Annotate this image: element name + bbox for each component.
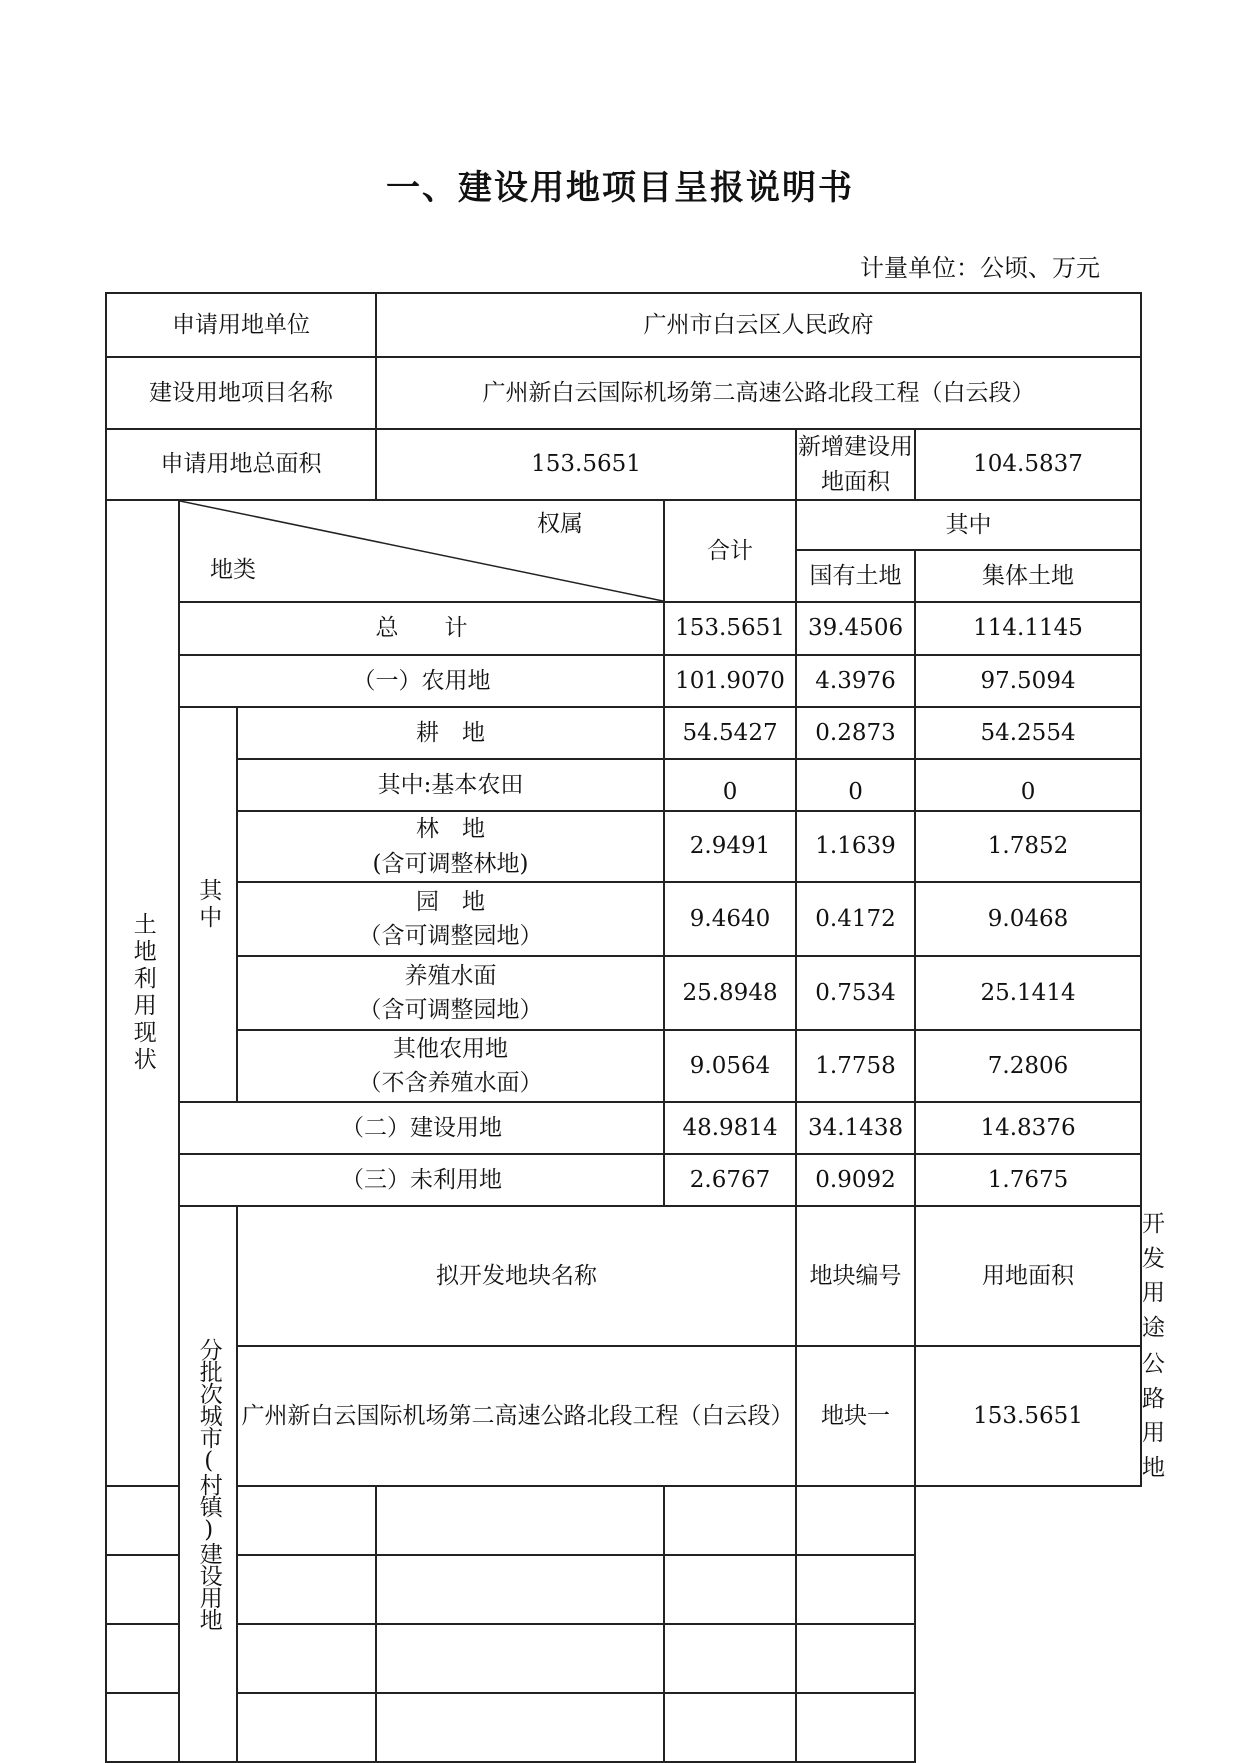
row-label-line-2: （不含养殖水面） bbox=[358, 1070, 543, 1096]
row-total: 9.4640 bbox=[664, 882, 796, 956]
new-area-value: 104.5837 bbox=[915, 429, 1141, 500]
table-row bbox=[106, 956, 1141, 1030]
row-label bbox=[237, 811, 664, 882]
plot-area-header: 用地面积 bbox=[915, 1206, 1141, 1346]
row-collective: 25.1414 bbox=[915, 956, 1141, 1030]
row-total: 153.5651 bbox=[664, 602, 796, 655]
sub-label-cell bbox=[179, 707, 237, 1102]
row-label-line-2: (含可调整林地) bbox=[372, 850, 529, 877]
table-row bbox=[106, 759, 1141, 811]
row-total: 48.9814 bbox=[664, 1102, 796, 1154]
row-collective: 1.7852 bbox=[915, 811, 1141, 882]
row-state: 0.4172 bbox=[796, 882, 915, 956]
row-total: 101.9070 bbox=[664, 655, 796, 707]
empty-row bbox=[106, 1555, 1141, 1624]
table-row: 广州新白云国际机场第二高速公路北段工程（白云段） 地块一 153.5651 公路用地 bbox=[106, 1346, 1141, 1486]
land-use-header-row-1 bbox=[106, 500, 1141, 550]
empty-row bbox=[106, 1486, 1141, 1555]
unit-note: 计量单位：公顷、万元 bbox=[860, 254, 1100, 282]
table-row bbox=[106, 811, 1141, 882]
row-total: 0 bbox=[664, 759, 796, 811]
area-row bbox=[106, 429, 1141, 500]
row-state: 0.2873 bbox=[796, 707, 915, 759]
row-label-line-1: 林 地 bbox=[416, 816, 486, 842]
ownership-landtype-header bbox=[179, 500, 664, 602]
row-total: 2.9491 bbox=[664, 811, 796, 882]
row-collective: 0 bbox=[915, 759, 1141, 811]
table-row bbox=[106, 655, 1141, 707]
row-total: 9.0564 bbox=[664, 1030, 796, 1102]
row-label-line-2: （含可调整园地） bbox=[358, 923, 543, 949]
applicant-label: 申请用地单位 bbox=[106, 293, 376, 357]
row-label-line-2: （含可调整园地） bbox=[358, 997, 543, 1023]
project-row bbox=[106, 357, 1141, 429]
row-collective: 1.7675 bbox=[915, 1154, 1141, 1206]
table-row bbox=[106, 1154, 1141, 1206]
total-area-value: 153.5651 bbox=[376, 429, 796, 500]
plot-code-header: 地块编号 bbox=[796, 1206, 915, 1346]
batch-header-row: 分批次城市(村镇)建设用地 拟开发地块名称 地块编号 用地面积 开发用途 bbox=[106, 1206, 1141, 1346]
row-state: 0.9092 bbox=[796, 1154, 915, 1206]
row-state: 1.1639 bbox=[796, 811, 915, 882]
collective-land-header: 集体土地 bbox=[915, 550, 1141, 602]
row-label: （一）农用地 bbox=[179, 655, 664, 707]
row-label bbox=[237, 956, 664, 1030]
ownership-header: 权属 bbox=[537, 511, 584, 537]
row-label-line-1: 其他农用地 bbox=[393, 1035, 509, 1062]
total-header: 合计 bbox=[664, 500, 796, 602]
project-value: 广州新白云国际机场第二高速公路北段工程（白云段） bbox=[376, 357, 1141, 429]
row-collective: 14.8376 bbox=[915, 1102, 1141, 1154]
of-which-header: 其中 bbox=[796, 500, 1141, 550]
row-state: 34.1438 bbox=[796, 1102, 915, 1154]
row-label bbox=[237, 1030, 664, 1102]
row-collective: 114.1145 bbox=[915, 602, 1141, 655]
row-state: 1.7758 bbox=[796, 1030, 915, 1102]
sub-label-text: 其中 bbox=[195, 877, 222, 932]
row-collective: 54.2554 bbox=[915, 707, 1141, 759]
plot-area: 153.5651 bbox=[915, 1346, 1141, 1486]
row-label: 总 计 bbox=[179, 602, 664, 655]
empty-row bbox=[106, 1624, 1141, 1693]
table-row bbox=[106, 882, 1141, 956]
row-total: 2.6767 bbox=[664, 1154, 796, 1206]
table-row bbox=[106, 1102, 1141, 1154]
applicant-row bbox=[106, 293, 1141, 357]
total-area-label: 申请用地总面积 bbox=[106, 429, 376, 500]
row-state: 39.4506 bbox=[796, 602, 915, 655]
plot-code: 地块一 bbox=[796, 1346, 915, 1486]
batch-section-text: 分批次城市(村镇)建设用地 bbox=[195, 1338, 222, 1630]
plot-name-header: 拟开发地块名称 bbox=[237, 1206, 796, 1346]
row-label-line-1: 养殖水面 bbox=[404, 962, 497, 989]
row-state: 0.7534 bbox=[796, 956, 915, 1030]
plot-name: 广州新白云国际机场第二高速公路北段工程（白云段） bbox=[237, 1346, 796, 1486]
row-collective: 7.2806 bbox=[915, 1030, 1141, 1102]
land-use-section-text: 土地利用现状 bbox=[129, 912, 156, 1074]
row-collective: 97.5094 bbox=[915, 655, 1141, 707]
landtype-header: 地类 bbox=[210, 556, 256, 583]
table-row bbox=[106, 602, 1141, 655]
row-label: 耕 地 bbox=[237, 707, 664, 759]
empty-row bbox=[106, 1693, 1141, 1762]
project-label: 建设用地项目名称 bbox=[106, 357, 376, 429]
row-label: （二）建设用地 bbox=[179, 1102, 664, 1154]
new-area-label: 新增建设用地面积 bbox=[796, 429, 915, 500]
row-label-line-1: 园 地 bbox=[416, 888, 486, 915]
applicant-value: 广州市白云区人民政府 bbox=[376, 293, 1141, 357]
application-form-table bbox=[105, 292, 1166, 1763]
row-total: 54.5427 bbox=[664, 707, 796, 759]
document-title: 一、建设用地项目呈报说明书 bbox=[386, 168, 854, 208]
land-use-section-label bbox=[106, 500, 179, 1486]
row-label: 其中:基本农田 bbox=[237, 759, 664, 811]
row-collective: 9.0468 bbox=[915, 882, 1141, 956]
row-total: 25.8948 bbox=[664, 956, 796, 1030]
row-label bbox=[237, 882, 664, 956]
row-state: 4.3976 bbox=[796, 655, 915, 707]
table-row bbox=[106, 707, 1141, 759]
table-row bbox=[106, 1030, 1141, 1102]
row-label: （三）未利用地 bbox=[179, 1154, 664, 1206]
state-land-header: 国有土地 bbox=[796, 550, 915, 602]
row-state: 0 bbox=[796, 759, 915, 811]
